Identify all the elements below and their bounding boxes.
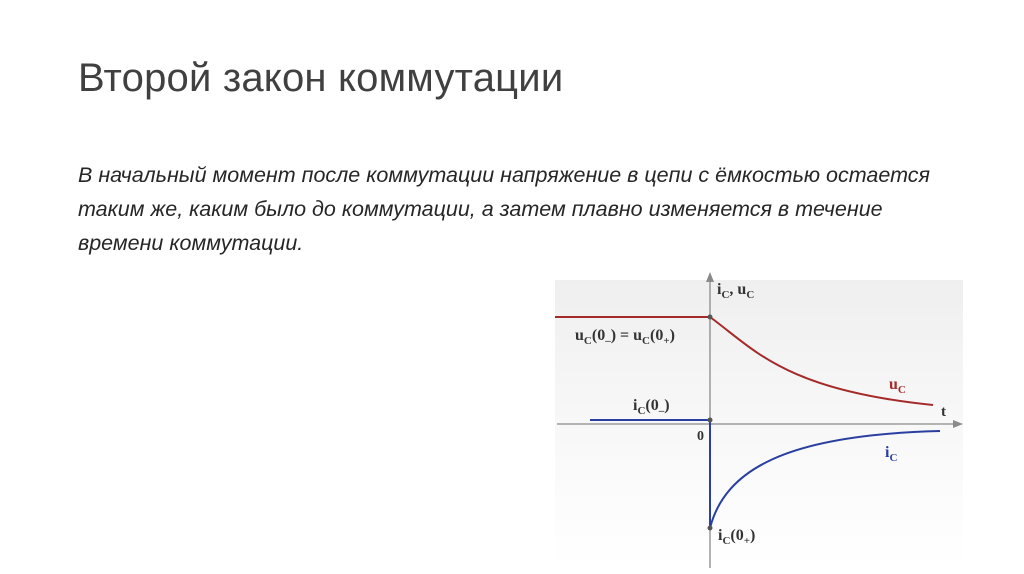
i-c-start-point (708, 418, 713, 423)
i-c-jump-point (708, 526, 713, 531)
u-c-curve-label: $u_C$ (889, 376, 906, 396)
i-c-jump-label: $i_C(0_+)$ (718, 527, 756, 547)
origin-label: 0 (697, 429, 704, 444)
axis-y-label: $i_C$, $u_C$ (717, 281, 755, 301)
i-c-initial-label: $i_C(0_-)$ (633, 397, 670, 417)
commutation-diagram (555, 270, 965, 570)
i-c-curve-label: $i_C$ (885, 444, 898, 464)
slide-title: Второй закон коммутации (78, 56, 564, 100)
u-c-jump-point (708, 315, 713, 320)
u-c-initial-label: $u_C(0_-) = u_C(0_+)$ (575, 327, 675, 347)
y-axis-arrow (706, 272, 714, 282)
axis-x-label: t (941, 404, 946, 420)
slide-body-text: В начальный момент после коммутации напряжение в цепи с ёмкостью остается таким же, каким было до коммутации, а затем плавно изменяется в течение времени коммутации. (78, 163, 930, 255)
